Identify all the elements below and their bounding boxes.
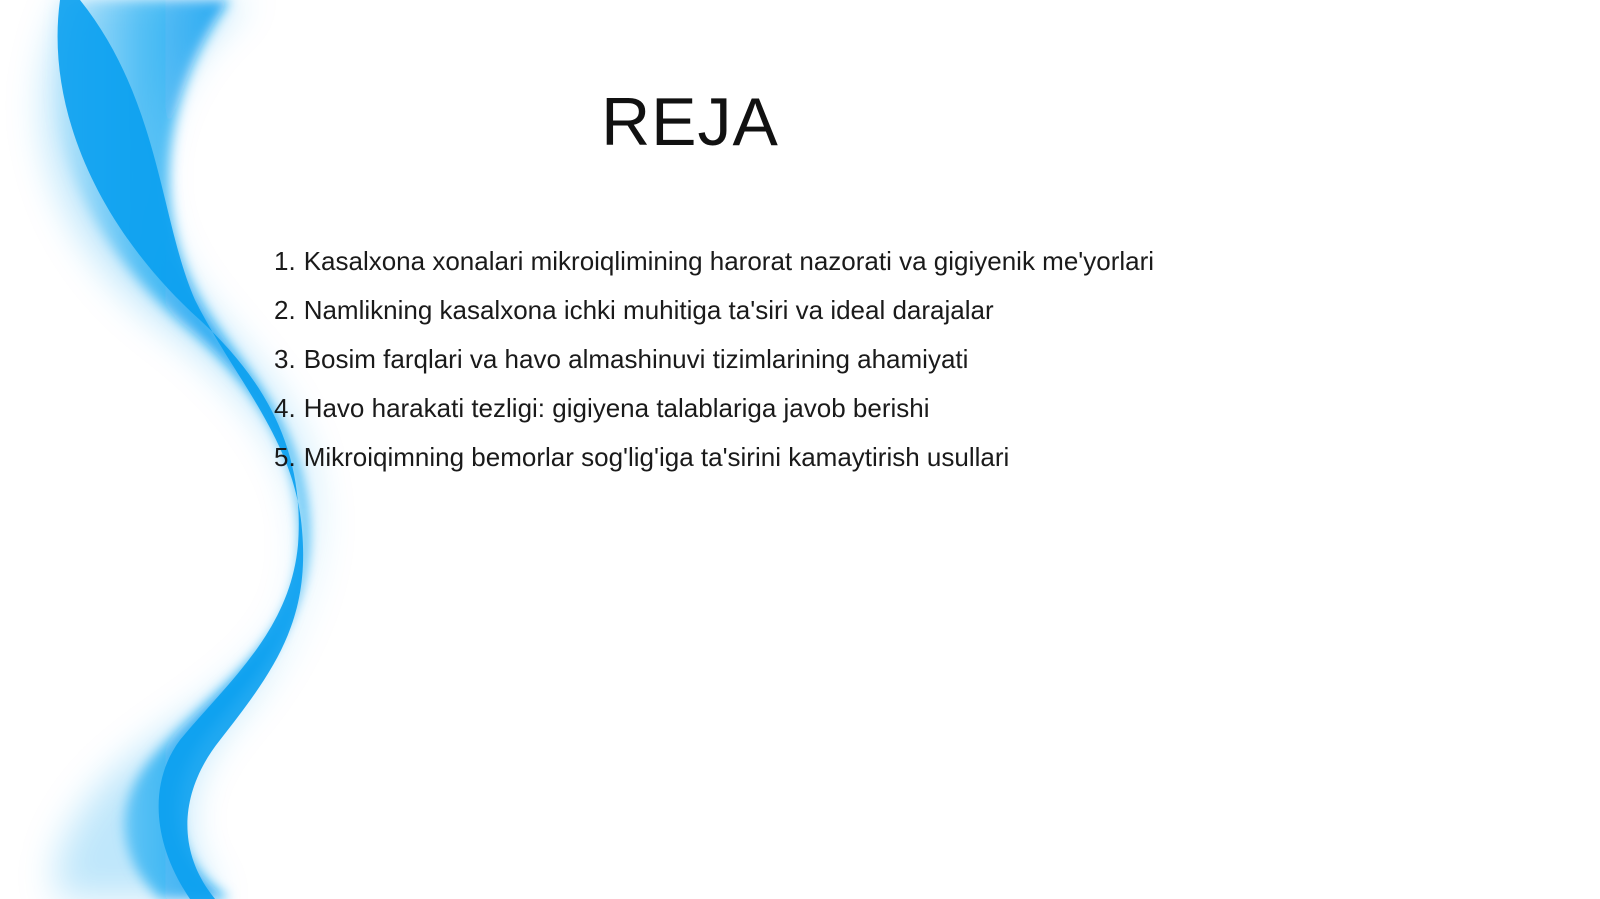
agenda-item — [274, 342, 1374, 391]
agenda-item — [274, 391, 1374, 440]
agenda-item-text: Bosim farqlari va havo almashinuvi tizimlarining ahamiyati — [303, 344, 969, 374]
agenda-item-number: 3. — [274, 344, 296, 374]
agenda-item-number: 4. — [274, 393, 296, 423]
agenda-item-text: Kasalxona xonalari mikroiqlimining harorat nazorati va gigiyenik me'yorlari — [303, 246, 1155, 276]
agenda-list — [274, 244, 1374, 489]
agenda-item — [274, 440, 1374, 489]
wave-core — [58, 0, 304, 899]
agenda-item-number: 2. — [274, 295, 296, 325]
agenda-item-text: Mikroiqimning bemorlar sog'lig'iga ta'sirini kamaytirish usullari — [303, 442, 1010, 472]
agenda-item — [274, 293, 1374, 342]
agenda-item-number: 5. — [274, 442, 296, 472]
slide-title: REJA — [601, 84, 779, 160]
agenda-item-text: Namlikning kasalxona ichki muhitiga ta'siri va ideal darajalar — [303, 295, 994, 325]
agenda-item — [274, 244, 1374, 293]
agenda-item-text: Havo harakati tezligi: gigiyena talablariga javob berishi — [303, 393, 930, 423]
agenda-item-number: 1. — [274, 246, 296, 276]
